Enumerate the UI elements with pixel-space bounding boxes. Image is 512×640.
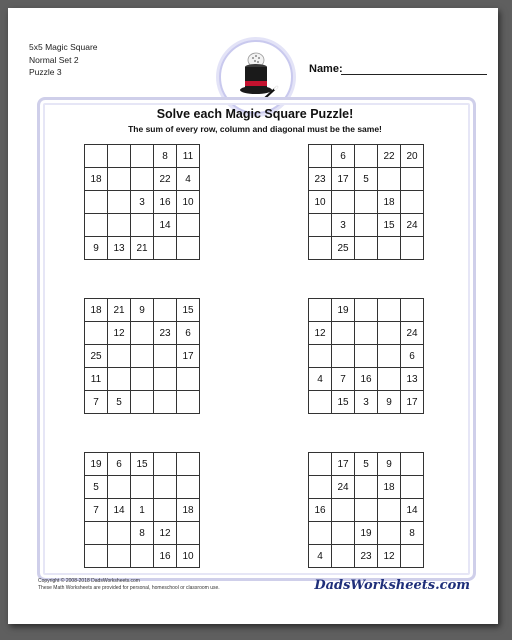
empty-cell[interactable] (85, 322, 108, 345)
given-number-cell: 18 (85, 168, 108, 191)
worksheet-info (29, 41, 98, 79)
given-number-cell: 11 (177, 145, 200, 168)
given-number-cell: 8 (401, 522, 424, 545)
empty-cell[interactable] (378, 237, 401, 260)
empty-cell[interactable] (131, 545, 154, 568)
empty-cell[interactable] (332, 345, 355, 368)
empty-cell[interactable] (332, 522, 355, 545)
given-number-cell: 12 (309, 322, 332, 345)
given-number-cell: 18 (85, 299, 108, 322)
given-number-cell: 5 (85, 476, 108, 499)
empty-cell[interactable] (355, 499, 378, 522)
worksheet-puzzle-number: Puzzle 3 (29, 67, 62, 77)
empty-cell[interactable] (401, 237, 424, 260)
given-number-cell: 9 (85, 237, 108, 260)
given-number-cell: 11 (85, 368, 108, 391)
given-number-cell: 12 (154, 522, 177, 545)
empty-cell[interactable] (85, 545, 108, 568)
empty-cell[interactable] (378, 522, 401, 545)
empty-cell[interactable] (154, 368, 177, 391)
empty-cell[interactable] (85, 522, 108, 545)
given-number-cell: 16 (154, 191, 177, 214)
empty-cell[interactable] (309, 299, 332, 322)
empty-cell[interactable] (108, 476, 131, 499)
empty-cell[interactable] (401, 191, 424, 214)
given-number-cell: 14 (154, 214, 177, 237)
given-number-cell: 12 (108, 322, 131, 345)
empty-cell[interactable] (332, 499, 355, 522)
empty-cell[interactable] (177, 391, 200, 414)
given-number-cell: 24 (401, 214, 424, 237)
empty-cell[interactable] (177, 476, 200, 499)
given-number-cell: 12 (378, 545, 401, 568)
empty-cell[interactable] (131, 345, 154, 368)
given-number-cell: 9 (131, 299, 154, 322)
empty-cell[interactable] (378, 499, 401, 522)
given-number-cell: 18 (177, 499, 200, 522)
empty-cell[interactable] (131, 168, 154, 191)
empty-cell[interactable] (355, 476, 378, 499)
empty-cell[interactable] (378, 299, 401, 322)
empty-cell[interactable] (154, 453, 177, 476)
given-number-cell: 10 (309, 191, 332, 214)
given-number-cell: 21 (131, 237, 154, 260)
given-number-cell: 5 (108, 391, 131, 414)
given-number-cell: 6 (401, 345, 424, 368)
given-number-cell: 13 (108, 237, 131, 260)
given-number-cell: 3 (131, 191, 154, 214)
given-number-cell: 8 (154, 145, 177, 168)
given-number-cell: 7 (332, 368, 355, 391)
given-number-cell: 16 (154, 545, 177, 568)
given-number-cell: 6 (177, 322, 200, 345)
empty-cell[interactable] (177, 237, 200, 260)
empty-cell[interactable] (154, 499, 177, 522)
copyright-text: Copyright © 2008-2018 DadsWorksheets.com (38, 578, 140, 584)
site-logo-graphic (314, 575, 472, 593)
empty-cell[interactable] (131, 476, 154, 499)
empty-cell[interactable] (401, 545, 424, 568)
empty-cell[interactable] (154, 299, 177, 322)
empty-cell[interactable] (355, 145, 378, 168)
given-number-cell: 15 (378, 214, 401, 237)
empty-cell[interactable] (378, 368, 401, 391)
empty-cell[interactable] (85, 214, 108, 237)
given-number-cell: 9 (378, 391, 401, 414)
empty-cell[interactable] (309, 476, 332, 499)
magic-square-puzzle (308, 452, 424, 568)
empty-cell[interactable] (108, 191, 131, 214)
given-number-cell: 17 (332, 453, 355, 476)
empty-cell[interactable] (131, 214, 154, 237)
magic-square-puzzle (308, 144, 424, 260)
given-number-cell: 24 (401, 322, 424, 345)
given-number-cell: 21 (108, 299, 131, 322)
worksheet-set: Normal Set 2 (29, 54, 79, 65)
empty-cell[interactable] (332, 191, 355, 214)
given-number-cell: 20 (401, 145, 424, 168)
given-number-cell: 19 (85, 453, 108, 476)
empty-cell[interactable] (108, 345, 131, 368)
given-number-cell: 17 (401, 391, 424, 414)
given-number-cell: 5 (355, 168, 378, 191)
given-number-cell: 3 (355, 391, 378, 414)
magic-square-puzzle (308, 298, 424, 414)
site-logo-text: DadsWorksheets.com (314, 578, 470, 593)
given-number-cell: 15 (332, 391, 355, 414)
empty-cell[interactable] (309, 522, 332, 545)
given-number-cell: 16 (309, 499, 332, 522)
empty-cell[interactable] (177, 522, 200, 545)
empty-cell[interactable] (131, 322, 154, 345)
given-number-cell: 17 (332, 168, 355, 191)
magic-square-puzzle (84, 452, 200, 568)
empty-cell[interactable] (378, 345, 401, 368)
given-number-cell: 23 (154, 322, 177, 345)
given-number-cell: 17 (177, 345, 200, 368)
empty-cell[interactable] (309, 345, 332, 368)
empty-cell[interactable] (131, 391, 154, 414)
given-number-cell: 10 (177, 545, 200, 568)
given-number-cell: 10 (177, 191, 200, 214)
empty-cell[interactable] (309, 214, 332, 237)
empty-cell[interactable] (355, 191, 378, 214)
empty-cell[interactable] (309, 391, 332, 414)
empty-cell[interactable] (108, 214, 131, 237)
name-label: Name: (309, 63, 343, 75)
empty-cell[interactable] (177, 214, 200, 237)
given-number-cell: 6 (108, 453, 131, 476)
given-number-cell: 8 (131, 522, 154, 545)
given-number-cell: 22 (154, 168, 177, 191)
given-number-cell: 4 (177, 168, 200, 191)
empty-cell[interactable] (401, 453, 424, 476)
empty-cell[interactable] (108, 545, 131, 568)
given-number-cell: 22 (378, 145, 401, 168)
empty-cell[interactable] (309, 145, 332, 168)
empty-cell[interactable] (131, 368, 154, 391)
given-number-cell: 24 (332, 476, 355, 499)
empty-cell[interactable] (355, 299, 378, 322)
empty-cell[interactable] (332, 545, 355, 568)
given-number-cell: 15 (177, 299, 200, 322)
empty-cell[interactable] (401, 476, 424, 499)
given-number-cell: 7 (85, 499, 108, 522)
worksheet-type: 5x5 Magic Square (29, 42, 98, 52)
given-number-cell: 19 (332, 299, 355, 322)
empty-cell[interactable] (108, 145, 131, 168)
given-number-cell: 3 (332, 214, 355, 237)
given-number-cell: 16 (355, 368, 378, 391)
empty-cell[interactable] (154, 476, 177, 499)
given-number-cell: 4 (309, 368, 332, 391)
given-number-cell: 1 (131, 499, 154, 522)
empty-cell[interactable] (154, 237, 177, 260)
empty-cell[interactable] (355, 237, 378, 260)
empty-cell[interactable] (108, 368, 131, 391)
given-number-cell: 5 (355, 453, 378, 476)
empty-cell[interactable] (401, 299, 424, 322)
given-number-cell: 7 (85, 391, 108, 414)
given-number-cell: 19 (355, 522, 378, 545)
empty-cell[interactable] (85, 191, 108, 214)
given-number-cell: 23 (309, 168, 332, 191)
empty-cell[interactable] (154, 391, 177, 414)
empty-cell[interactable] (309, 453, 332, 476)
empty-cell[interactable] (154, 345, 177, 368)
site-logo (314, 575, 472, 593)
given-number-cell: 4 (309, 545, 332, 568)
empty-cell[interactable] (108, 522, 131, 545)
empty-cell[interactable] (378, 322, 401, 345)
name-field[interactable] (309, 63, 489, 77)
empty-cell[interactable] (309, 237, 332, 260)
empty-cell[interactable] (108, 168, 131, 191)
instructions-title: Solve each Magic Square Puzzle! (156, 107, 354, 121)
given-number-cell: 23 (355, 545, 378, 568)
usage-note: These Math Worksheets are provided for personal, homeschool or classroom use. (38, 585, 220, 591)
given-number-cell: 13 (401, 368, 424, 391)
instructions-subtitle: The sum of every row, column and diagonal must be the same! (128, 124, 382, 134)
magic-square-puzzle (84, 298, 200, 414)
given-number-cell: 14 (108, 499, 131, 522)
given-number-cell: 15 (131, 453, 154, 476)
empty-cell[interactable] (355, 214, 378, 237)
magic-square-puzzle (84, 144, 200, 260)
name-line (341, 74, 487, 75)
empty-cell[interactable] (177, 368, 200, 391)
empty-cell[interactable] (378, 168, 401, 191)
empty-cell[interactable] (401, 168, 424, 191)
given-number-cell: 25 (85, 345, 108, 368)
given-number-cell: 18 (378, 191, 401, 214)
given-number-cell: 25 (332, 237, 355, 260)
empty-cell[interactable] (355, 345, 378, 368)
empty-cell[interactable] (131, 145, 154, 168)
empty-cell[interactable] (85, 145, 108, 168)
given-number-cell: 18 (378, 476, 401, 499)
given-number-cell: 9 (378, 453, 401, 476)
empty-cell[interactable] (355, 322, 378, 345)
given-number-cell: 6 (332, 145, 355, 168)
empty-cell[interactable] (177, 453, 200, 476)
given-number-cell: 14 (401, 499, 424, 522)
footer-text (38, 578, 220, 592)
empty-cell[interactable] (332, 322, 355, 345)
